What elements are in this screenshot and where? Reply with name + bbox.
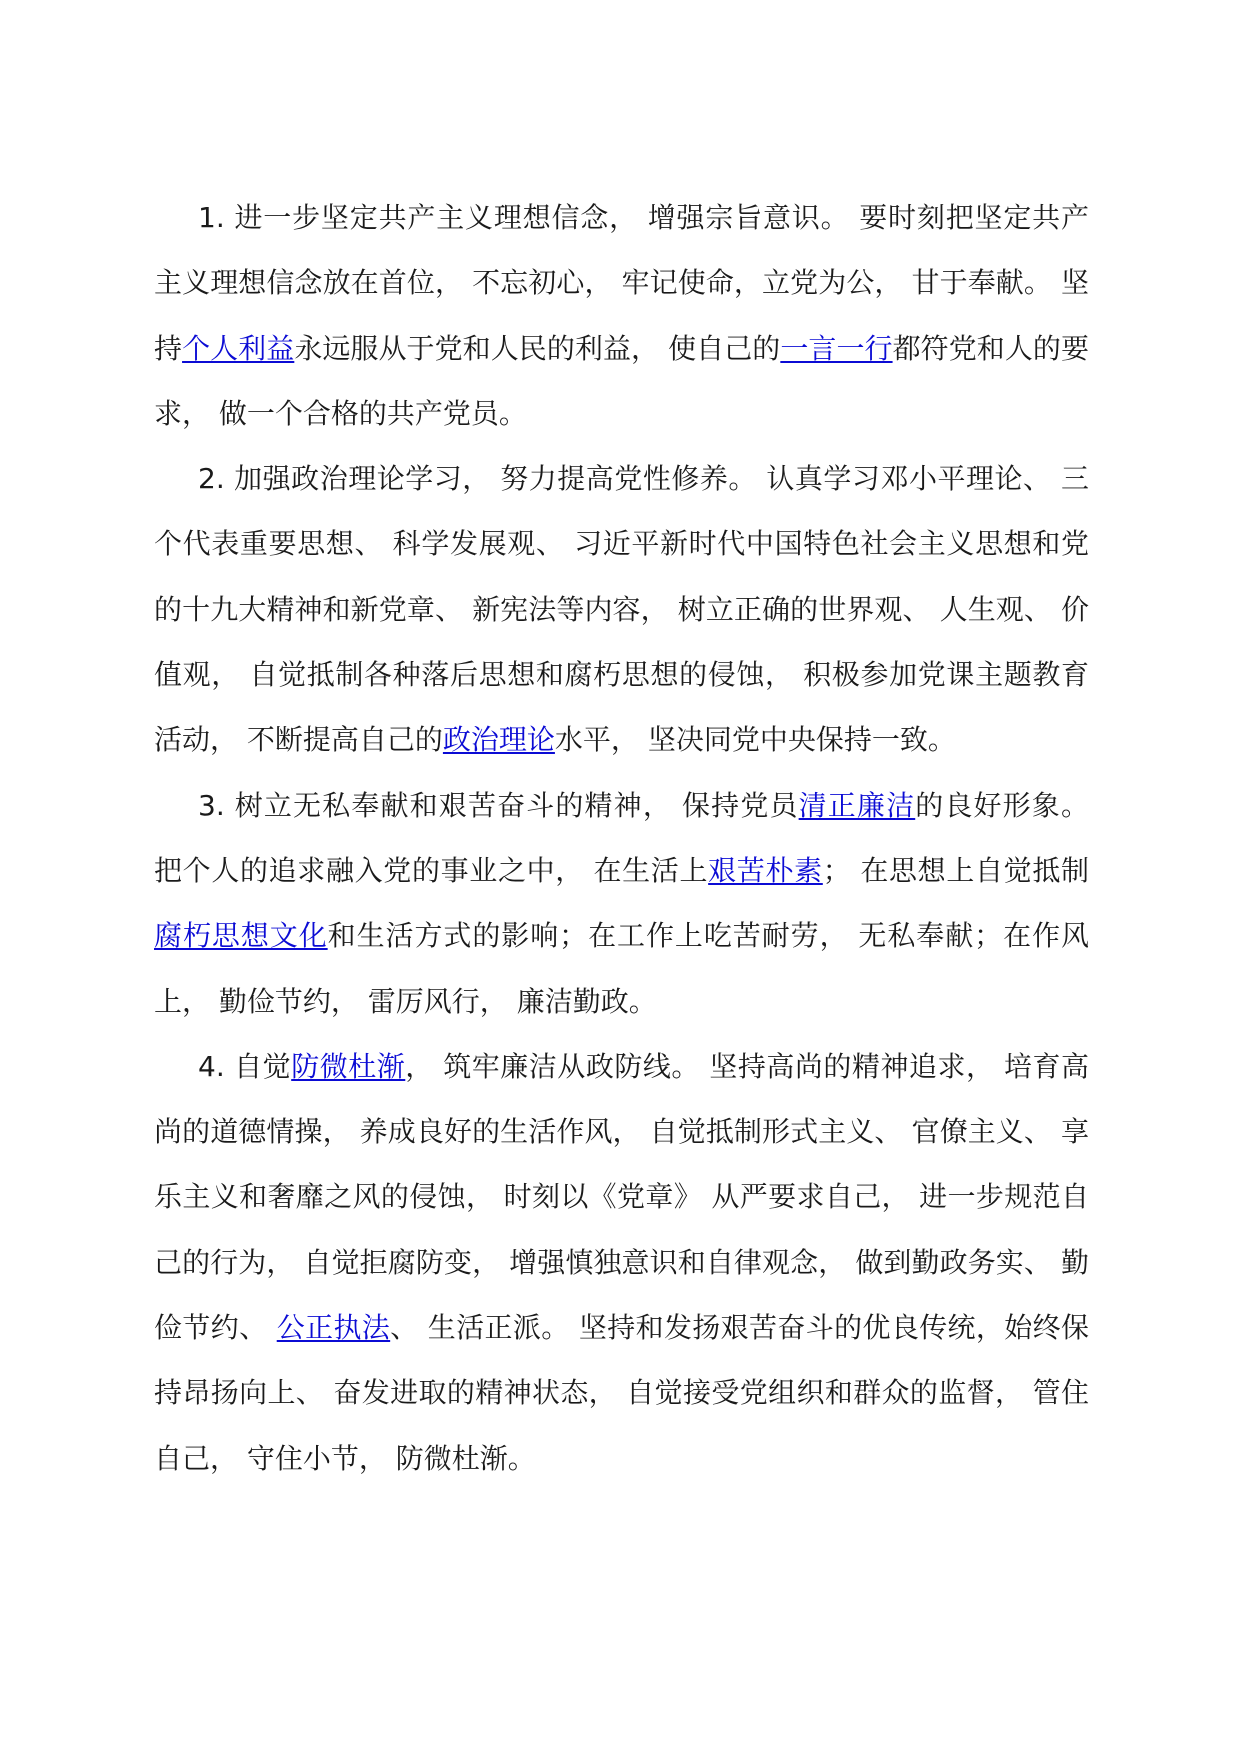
paragraph-text: 2. 加强政治理论学习， 努力提高党性修养。 认真学习邓小平理论、 三个代表重要思想、 科学发展观、 习近平新时代中国特色社会主义思想和党的十九大精神和新党章、 新宪法等内容， 树立正确的世界观、 人生观、 价值观， 自觉抵制各种落后思想和腐朽思想的侵蚀， 积极参加党课主题教育活动， 不断提高自己的 <box>154 462 1089 757</box>
paragraph-text: 都符党和人的要求， 做一个合格的共产党员。 <box>154 331 1089 430</box>
paragraph-text: 1. 进一步坚定共产主义理想信念， 增强宗旨意识。 要时刻把坚定共产主义理想信念放在首位， 不忘初心， 牢记使命，立党为公， 甘于奉献。 坚持 <box>154 201 1089 365</box>
link-decadent-culture[interactable]: 腐朽思想文化 <box>154 919 328 953</box>
paragraph-text: 3. 树立无私奉献和艰苦奋斗的精神， 保持党员 <box>198 788 799 822</box>
paragraph-text: 水平， 坚决同党中央保持一致。 <box>554 723 956 757</box>
paragraph-text: 的良好形象。 把个人的追求融入党的事业之中， 在生活上 <box>154 788 1089 887</box>
link-personal-interest[interactable]: 个人利益 <box>182 331 295 365</box>
link-political-theory[interactable]: 政治理论 <box>442 723 555 757</box>
link-every-word-deed[interactable]: 一言一行 <box>780 331 893 365</box>
link-honest-clean[interactable]: 清正廉洁 <box>798 788 916 822</box>
paragraph-text: 永远服从于党和人民的利益， 使自己的 <box>294 331 781 365</box>
paragraph-4 <box>154 1034 1089 1491</box>
document-body <box>154 185 1089 1491</box>
paragraph-3 <box>154 773 1089 1034</box>
link-fair-law[interactable]: 公正执法 <box>276 1311 391 1345</box>
paragraph-1 <box>154 185 1089 446</box>
paragraph-text: 4. 自觉 <box>198 1049 292 1083</box>
paragraph-2 <box>154 446 1089 772</box>
paragraph-text: ； 在思想上自觉抵制 <box>822 853 1089 887</box>
paragraph-text: 、 生活正派。 坚持和发扬艰苦奋斗的优良传统，始终保持昂扬向上、 奋发进取的精神状态， 自觉接受党组织和群众的监督， 管住自己， 守住小节， 防微杜渐。 <box>154 1311 1089 1475</box>
paragraph-text: ， 筑牢廉洁从政防线。 坚持高尚的精神追求， 培育高尚的道德情操， 养成良好的生活作风， 自觉抵制形式主义、 官僚主义、 享乐主义和奢靡之风的侵蚀， 时刻以《党章》 从严要求自己， 进一步规范自己的行为， 自觉拒腐防变， 增强慎独意识和自律观念， 做到勤政务实、 勤俭节约、 <box>154 1049 1089 1345</box>
link-prevent-early[interactable]: 防微杜渐 <box>291 1049 406 1083</box>
link-plain-living[interactable]: 艰苦朴素 <box>708 853 823 887</box>
paragraph-text: 和生活方式的影响；在工作上吃苦耐劳， 无私奉献；在作风上， 勤俭节约， 雷厉风行， 廉洁勤政。 <box>154 919 1089 1018</box>
